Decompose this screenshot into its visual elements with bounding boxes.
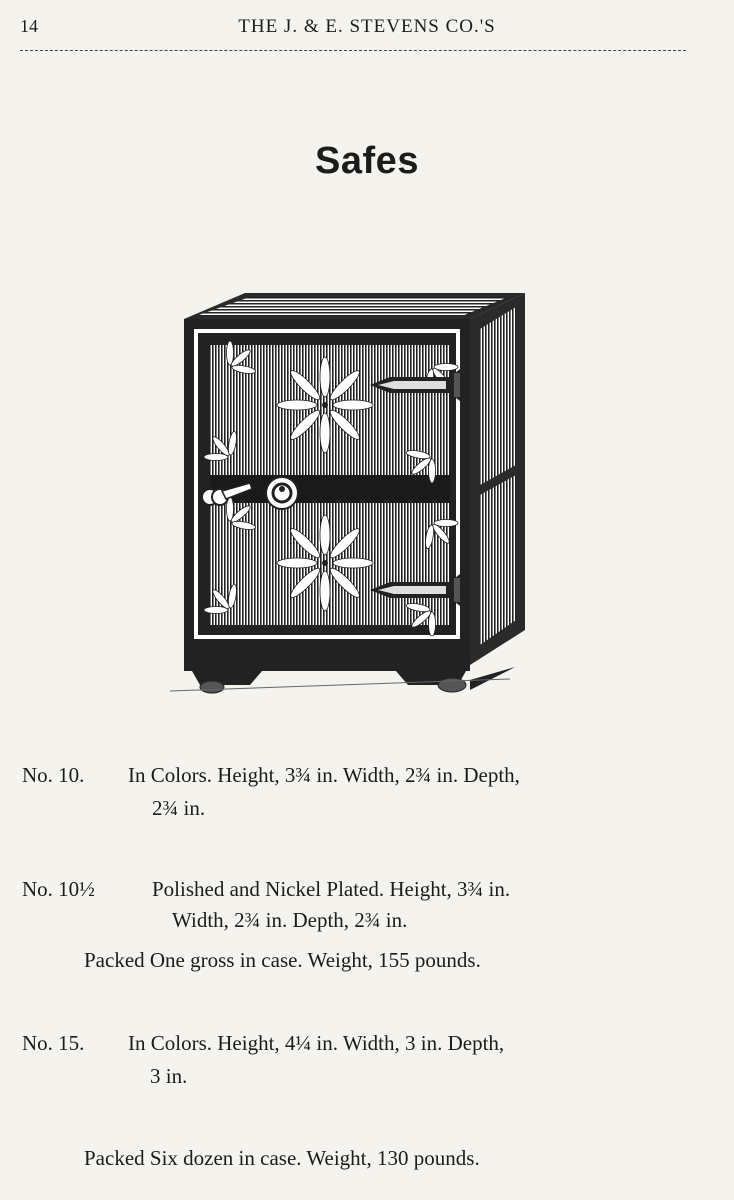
item-10-number: No. 10.: [22, 763, 85, 787]
page-title: Safes: [315, 140, 419, 182]
item-10-line2: 2¾ in.: [152, 796, 206, 820]
packing-note-1: Packed One gross in case. Weight, 155 pounds.: [84, 948, 481, 972]
page-number: 14: [20, 16, 38, 36]
item-15-number: No. 15.: [22, 1031, 85, 1055]
item-10-half-number: No. 10½: [22, 877, 95, 901]
header-rule: [20, 50, 686, 51]
item-10-half-line1: Polished and Nickel Plated. Height, 3¾ in.: [152, 877, 511, 901]
safe-icon: [170, 285, 530, 705]
running-head: THE J. & E. STEVENS CO.'S: [238, 16, 496, 37]
item-15-line2: 3 in.: [150, 1064, 188, 1088]
safe-illustration: [170, 285, 530, 710]
item-10-half-line2: Width, 2¾ in. Depth, 2¾ in.: [172, 908, 408, 932]
packing-note-2: Packed Six dozen in case. Weight, 130 pounds.: [84, 1146, 480, 1170]
item-15-line1: In Colors. Height, 4¼ in. Width, 3 in. Depth,: [128, 1031, 505, 1055]
item-10-line1: In Colors. Height, 3¾ in. Width, 2¾ in. Depth,: [128, 763, 520, 787]
